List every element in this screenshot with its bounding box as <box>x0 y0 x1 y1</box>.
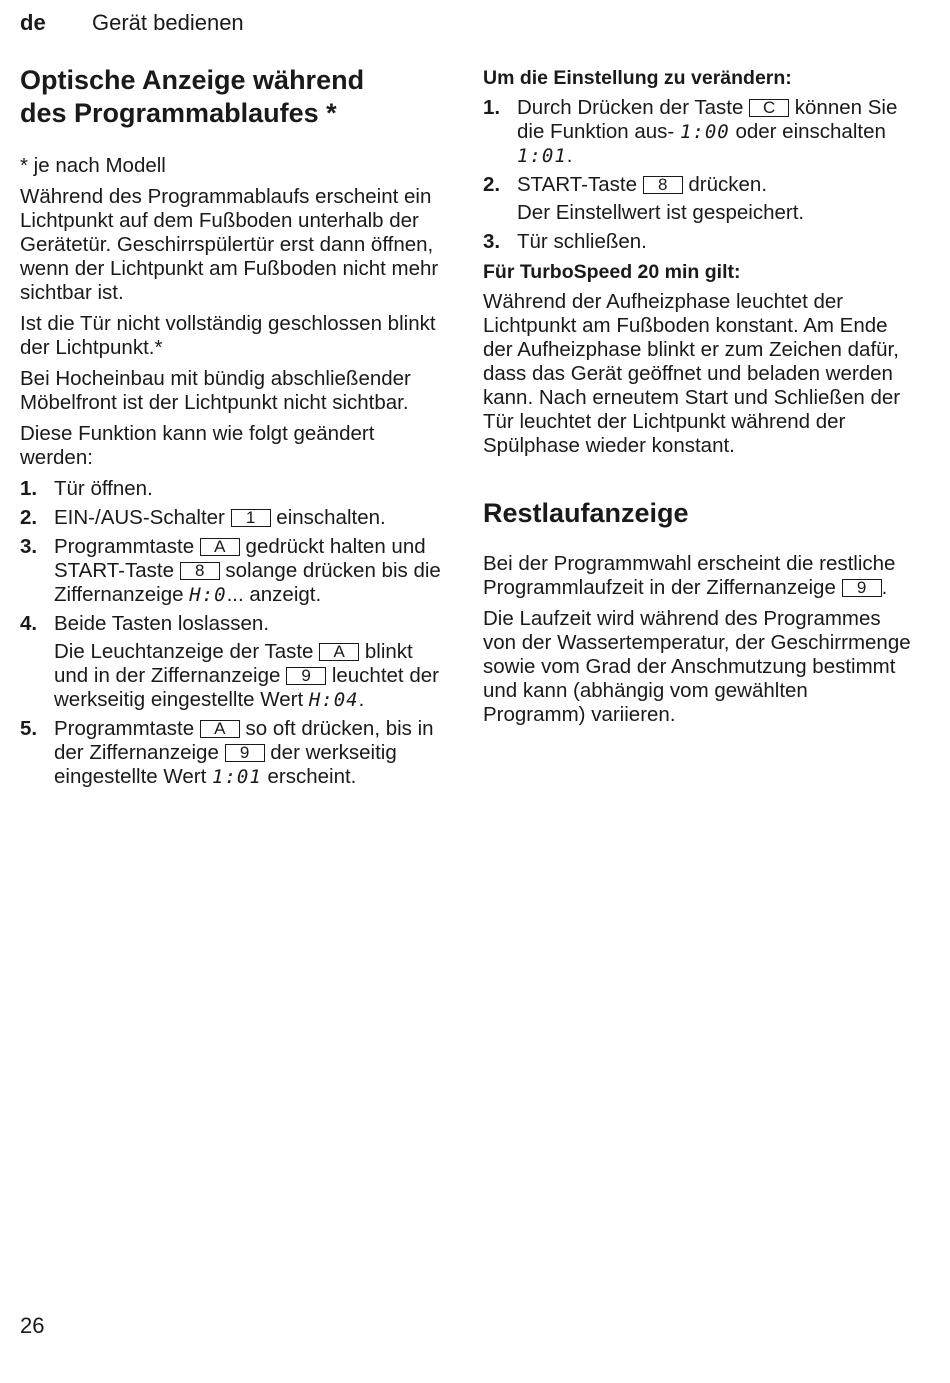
step-number: 5. <box>20 717 38 740</box>
key-symbol: A <box>319 643 359 661</box>
section-heading-optical-display: Optische Anzeige während des Programmablaufes * <box>20 65 365 128</box>
section-title: Gerät bedienen <box>92 10 244 35</box>
paragraph: Diese Funktion kann wie folgt geändert werden: <box>20 422 375 469</box>
step-number: 4. <box>20 612 38 635</box>
language-code: de <box>20 10 46 35</box>
section-heading-restlaufanzeige: Restlaufanzeige <box>483 498 689 528</box>
paragraph: Während des Programmablaufs erscheint ein Lichtpunkt auf dem Fußboden unterhalb der Gerätetür. Geschirrspülertür erst dann öffnen, wenn der Lichtpunkt am Fußboden nicht mehr sichtbar ist. <box>20 185 439 304</box>
key-symbol: 9 <box>842 579 882 597</box>
step-number: 2. <box>483 173 501 196</box>
step-number: 3. <box>20 535 38 558</box>
page-number: 26 <box>20 1313 45 1338</box>
key-symbol: 8 <box>180 562 220 580</box>
key-symbol: A <box>200 538 240 556</box>
step-item: 5. Programmtaste A so oft drücken, bis in der Ziffernanzeige 9 der werkseitig eingestellte Wert 1:01 erscheint. <box>20 717 434 788</box>
right-column <box>483 66 913 734</box>
lcd-readout: 1:01 <box>517 145 567 167</box>
lcd-readout: H:0 <box>189 584 227 606</box>
steps-list <box>483 96 913 254</box>
key-symbol: C <box>749 99 789 117</box>
step-detail: Der Einstellwert ist gespeichert. <box>517 201 805 224</box>
step-item: 3. Tür schließen. <box>483 230 647 253</box>
paragraph: Während der Aufheizphase leuchtet der Lichtpunkt am Fußboden konstant. Am Ende der Aufheizphase blinkt er zum Zeichen dafür, dass das Gerät geöffnet und beladen werden kann. Nach erneutem Start und Schließen der Tür leuchtet der Lichtpunkt während der Spülphase wieder konstant. <box>483 290 901 457</box>
step-item: 2. START-Taste 8 drücken. Der Einstellwert ist gespeichert. <box>483 173 913 225</box>
key-symbol: 9 <box>286 667 326 685</box>
step-number: 2. <box>20 506 38 529</box>
key-symbol: 9 <box>225 744 265 762</box>
page-header <box>20 10 244 36</box>
step-detail: Die Leuchtanzeige der Taste A blinkt und in der Ziffernanzeige 9 leuchtet der werkseitig eingestellte Wert H:04. <box>54 640 439 711</box>
step-item: 4. Beide Tasten loslassen. Die Leuchtanzeige der Taste A blinkt und in der Ziffernanzeige 9 leuchtet der werkseitig eingestellte Wert H:04. <box>20 612 450 712</box>
lcd-readout: H:04 <box>308 689 359 711</box>
left-column <box>20 64 450 794</box>
paragraph: Bei der Programmwahl erscheint die restliche Programmlaufzeit in der Ziffernanzeige 9 . <box>483 552 896 599</box>
paragraph: Ist die Tür nicht vollständig geschlossen blinkt der Lichtpunkt.* <box>20 312 436 359</box>
subheading-turbospeed: Für TurboSpeed 20 min gilt: <box>483 261 741 283</box>
paragraph: Die Laufzeit wird während des Programmes von der Wassertemperatur, der Geschirrmenge sowie vom Grad der Anschmutzung bestimmt und kann (abhängig vom gewählten Programm) variieren. <box>483 607 911 726</box>
key-symbol: 1 <box>231 509 271 527</box>
step-number: 1. <box>483 96 501 119</box>
model-note: * je nach Modell <box>20 154 166 177</box>
lcd-readout: 1:00 <box>679 121 730 143</box>
step-item: 3. Programmtaste A gedrückt halten und START-Taste 8 solange drücken bis die Ziffernanzeige H:0... anzeigt. <box>20 535 441 606</box>
key-symbol: 8 <box>643 176 683 194</box>
paragraph: Bei Hocheinbau mit bündig abschließender Möbelfront ist der Lichtpunkt nicht sichtbar. <box>20 367 411 414</box>
steps-list <box>20 477 450 789</box>
lcd-readout: 1:01 <box>212 766 262 788</box>
step-item: 2. EIN-/AUS-Schalter 1 einschalten. <box>20 506 386 529</box>
step-number: 1. <box>20 477 38 500</box>
subheading-change-setting: Um die Einstellung zu verändern: <box>483 67 792 89</box>
step-item: 1. Tür öffnen. <box>20 477 153 500</box>
step-item: 1. Durch Drücken der Taste C können Sie die Funktion aus- 1:00 oder einschalten 1:01. <box>483 96 898 167</box>
key-symbol: A <box>200 720 240 738</box>
step-number: 3. <box>483 230 501 253</box>
